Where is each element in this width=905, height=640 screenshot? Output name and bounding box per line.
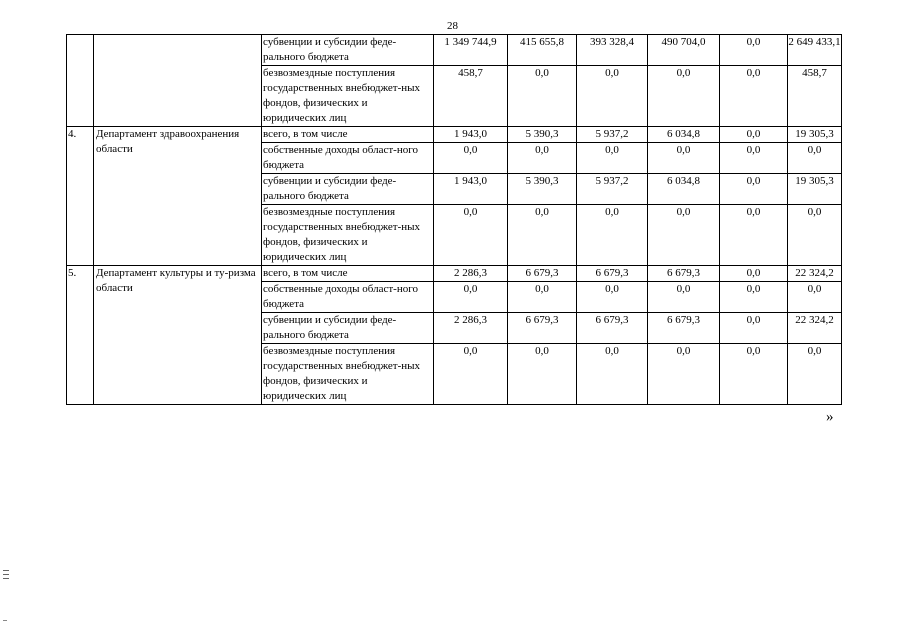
funding-source: безвозмездные поступления государственных внебюджет-ных фондов, физических и юридических лиц xyxy=(262,205,434,266)
department-name: Департамент культуры и ту-ризма области xyxy=(94,266,262,405)
funding-source: безвозмездные поступления государственных внебюджет-ных фондов, физических и юридических лиц xyxy=(262,66,434,127)
value-cell: 0,0 xyxy=(720,35,788,66)
value-cell: 0,0 xyxy=(720,127,788,143)
value-cell: 1 349 744,9 xyxy=(434,35,508,66)
budget-table xyxy=(66,34,842,405)
department-name xyxy=(94,35,262,127)
funding-source: всего, в том числе xyxy=(262,127,434,143)
row-index: 4. xyxy=(67,127,94,266)
value-cell: 0,0 xyxy=(508,66,577,127)
value-cell: 0,0 xyxy=(720,282,788,313)
value-cell: 2 649 433,1 xyxy=(788,35,842,66)
value-cell: 0,0 xyxy=(434,344,508,405)
page-number: 28 xyxy=(447,20,458,32)
value-cell: 0,0 xyxy=(648,66,720,127)
value-cell: 0,0 xyxy=(508,143,577,174)
value-cell: 6 679,3 xyxy=(508,266,577,282)
table-row xyxy=(67,127,842,143)
value-cell: 0,0 xyxy=(720,174,788,205)
department-name: Департамент здравоохранения области xyxy=(94,127,262,266)
value-cell: 0,0 xyxy=(720,266,788,282)
value-cell: 22 324,2 xyxy=(788,266,842,282)
value-cell: 0,0 xyxy=(434,282,508,313)
value-cell: 5 937,2 xyxy=(577,174,648,205)
value-cell: 2 286,3 xyxy=(434,266,508,282)
value-cell: 1 943,0 xyxy=(434,127,508,143)
value-cell: 0,0 xyxy=(648,282,720,313)
table-row xyxy=(67,35,842,66)
value-cell: 0,0 xyxy=(648,205,720,266)
value-cell: 415 655,8 xyxy=(508,35,577,66)
value-cell: 0,0 xyxy=(720,313,788,344)
value-cell: 6 679,3 xyxy=(577,313,648,344)
value-cell: 19 305,3 xyxy=(788,174,842,205)
value-cell: 6 679,3 xyxy=(648,266,720,282)
row-index xyxy=(67,35,94,127)
value-cell: 6 679,3 xyxy=(577,266,648,282)
value-cell: 0,0 xyxy=(720,143,788,174)
funding-source: собственные доходы област-ного бюджета xyxy=(262,282,434,313)
value-cell: 5 937,2 xyxy=(577,127,648,143)
value-cell: 6 679,3 xyxy=(648,313,720,344)
value-cell: 22 324,2 xyxy=(788,313,842,344)
value-cell: 0,0 xyxy=(577,344,648,405)
value-cell: 0,0 xyxy=(720,205,788,266)
value-cell: 6 034,8 xyxy=(648,174,720,205)
funding-source: субвенции и субсидии феде-ральнoго бюджета xyxy=(262,35,434,66)
value-cell: 0,0 xyxy=(577,205,648,266)
value-cell: 19 305,3 xyxy=(788,127,842,143)
funding-source: субвенции и субсидии феде-рального бюджета xyxy=(262,313,434,344)
value-cell: 0,0 xyxy=(720,344,788,405)
value-cell: 393 328,4 xyxy=(577,35,648,66)
funding-source: безвозмездные поступления государственных внебюджет-ных фондов, физических и юридических лиц xyxy=(262,344,434,405)
value-cell: 0,0 xyxy=(434,143,508,174)
value-cell: 0,0 xyxy=(508,205,577,266)
value-cell: 0,0 xyxy=(788,282,842,313)
value-cell: 5 390,3 xyxy=(508,127,577,143)
value-cell: 2 286,3 xyxy=(434,313,508,344)
value-cell: 0,0 xyxy=(788,344,842,405)
closing-quote-mark: » xyxy=(826,409,834,425)
value-cell: 0,0 xyxy=(788,205,842,266)
value-cell: 0,0 xyxy=(508,344,577,405)
margin-scan-marks xyxy=(3,570,9,582)
value-cell: 0,0 xyxy=(508,282,577,313)
value-cell: 0,0 xyxy=(648,143,720,174)
value-cell: 0,0 xyxy=(577,282,648,313)
value-cell: 0,0 xyxy=(434,205,508,266)
value-cell: 0,0 xyxy=(648,344,720,405)
value-cell: 0,0 xyxy=(788,143,842,174)
value-cell: 0,0 xyxy=(720,66,788,127)
value-cell: 458,7 xyxy=(788,66,842,127)
funding-source: субвенции и субсидии феде-рального бюджета xyxy=(262,174,434,205)
value-cell: 6 034,8 xyxy=(648,127,720,143)
table-row xyxy=(67,266,842,282)
value-cell: 458,7 xyxy=(434,66,508,127)
value-cell: 5 390,3 xyxy=(508,174,577,205)
funding-source: всего, в том числе xyxy=(262,266,434,282)
value-cell: 6 679,3 xyxy=(508,313,577,344)
value-cell: 490 704,0 xyxy=(648,35,720,66)
value-cell: 0,0 xyxy=(577,143,648,174)
value-cell: 1 943,0 xyxy=(434,174,508,205)
row-index: 5. xyxy=(67,266,94,405)
value-cell: 0,0 xyxy=(577,66,648,127)
funding-source: собственные доходы област-ного бюджета xyxy=(262,143,434,174)
